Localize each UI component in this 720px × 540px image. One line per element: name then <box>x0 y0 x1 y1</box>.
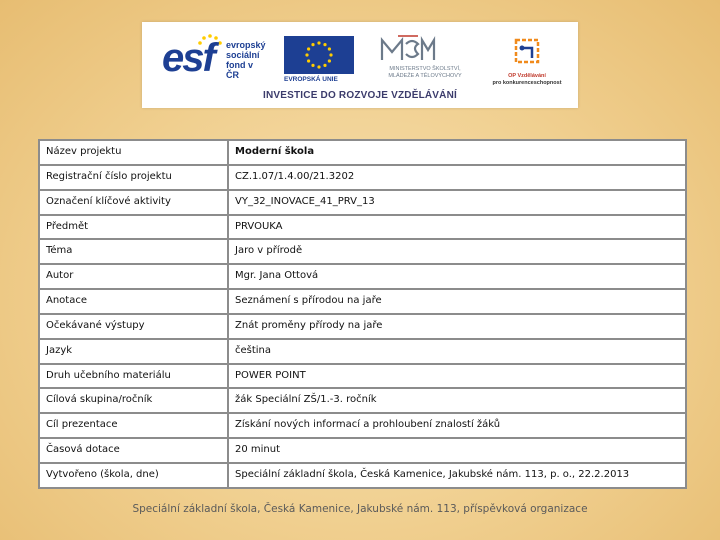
msmt-caption <box>370 66 480 80</box>
row-value: čeština <box>228 339 686 364</box>
eu-logo <box>284 36 354 86</box>
row-label: Předmět <box>39 215 228 240</box>
opvk-mark-icon <box>510 34 544 68</box>
table-row <box>39 413 686 438</box>
row-value: žák Speciální ZŠ/1.-3. ročník <box>228 388 686 413</box>
table-row <box>39 314 686 339</box>
eu-flag-icon <box>284 36 354 74</box>
row-value: CZ.1.07/1.4.00/21.3202 <box>228 165 686 190</box>
opvk-caption <box>487 73 567 87</box>
esf-letters: esf <box>162 36 214 80</box>
table-row <box>39 438 686 463</box>
logo-banner <box>142 22 578 108</box>
table-row <box>39 190 686 215</box>
eu-caption: EVROPSKÁ UNIE <box>284 76 338 83</box>
table-row <box>39 388 686 413</box>
row-value: 20 minut <box>228 438 686 463</box>
row-label: Jazyk <box>39 339 228 364</box>
row-label: Cíl prezentace <box>39 413 228 438</box>
row-value: Získání nových informací a prohloubení znalostí žáků <box>228 413 686 438</box>
row-value: Mgr. Jana Ottová <box>228 264 686 289</box>
footer-text: Speciální základní škola, Česká Kamenice, Jakubské nám. 113, příspěvková organizace <box>132 503 588 515</box>
row-label: Téma <box>39 239 228 264</box>
esf-caption <box>226 40 267 80</box>
opvk-logo <box>487 34 567 90</box>
row-label: Označení klíčové aktivity <box>39 190 228 215</box>
esf-line3: fond v ČR <box>226 60 253 80</box>
table-row <box>39 364 686 389</box>
table-row <box>39 165 686 190</box>
row-label: Vytvořeno (škola, dne) <box>39 463 228 488</box>
row-label: Autor <box>39 264 228 289</box>
row-value: PRVOUKA <box>228 215 686 240</box>
row-label: Cílová skupina/ročník <box>39 388 228 413</box>
row-value: Moderní škola <box>228 140 686 165</box>
row-value: Seznámení s přírodou na jaře <box>228 289 686 314</box>
table-row <box>39 215 686 240</box>
msmt-line1: MINISTERSTVO ŠKOLSTVÍ, <box>389 66 461 72</box>
row-label: Očekávané výstupy <box>39 314 228 339</box>
row-label: Časová dotace <box>39 438 228 463</box>
row-value: VY_32_INOVACE_41_PRV_13 <box>228 190 686 215</box>
msmt-mark-icon <box>378 34 438 64</box>
table-row <box>39 339 686 364</box>
row-value: POWER POINT <box>228 364 686 389</box>
row-label: Anotace <box>39 289 228 314</box>
row-label: Registrační číslo projektu <box>39 165 228 190</box>
table-row <box>39 463 686 488</box>
row-value: Speciální základní škola, Česká Kamenice, Jakubské nám. 113, p. o., 22.2.2013 <box>228 463 686 488</box>
project-info-table <box>38 139 687 489</box>
row-label: Název projektu <box>39 140 228 165</box>
table-row <box>39 239 686 264</box>
table-row <box>39 289 686 314</box>
esf-logo <box>162 32 267 88</box>
esf-line1: evropský <box>226 40 266 50</box>
banner-tagline: INVESTICE DO ROZVOJE VZDĚLÁVÁNÍ <box>262 90 457 101</box>
msmt-logo <box>370 34 480 90</box>
row-value: Znát proměny přírody na jaře <box>228 314 686 339</box>
opvk-line2: pro konkurenceschopnost <box>492 80 562 86</box>
esf-line2: sociální <box>226 50 260 60</box>
opvk-line1: OP Vzdělávání <box>508 73 546 79</box>
table-row <box>39 264 686 289</box>
row-value: Jaro v přírodě <box>228 239 686 264</box>
row-label: Druh učebního materiálu <box>39 364 228 389</box>
table-row <box>39 140 686 165</box>
msmt-line2: MLÁDEŽE A TĚLOVÝCHOVY <box>388 73 462 79</box>
